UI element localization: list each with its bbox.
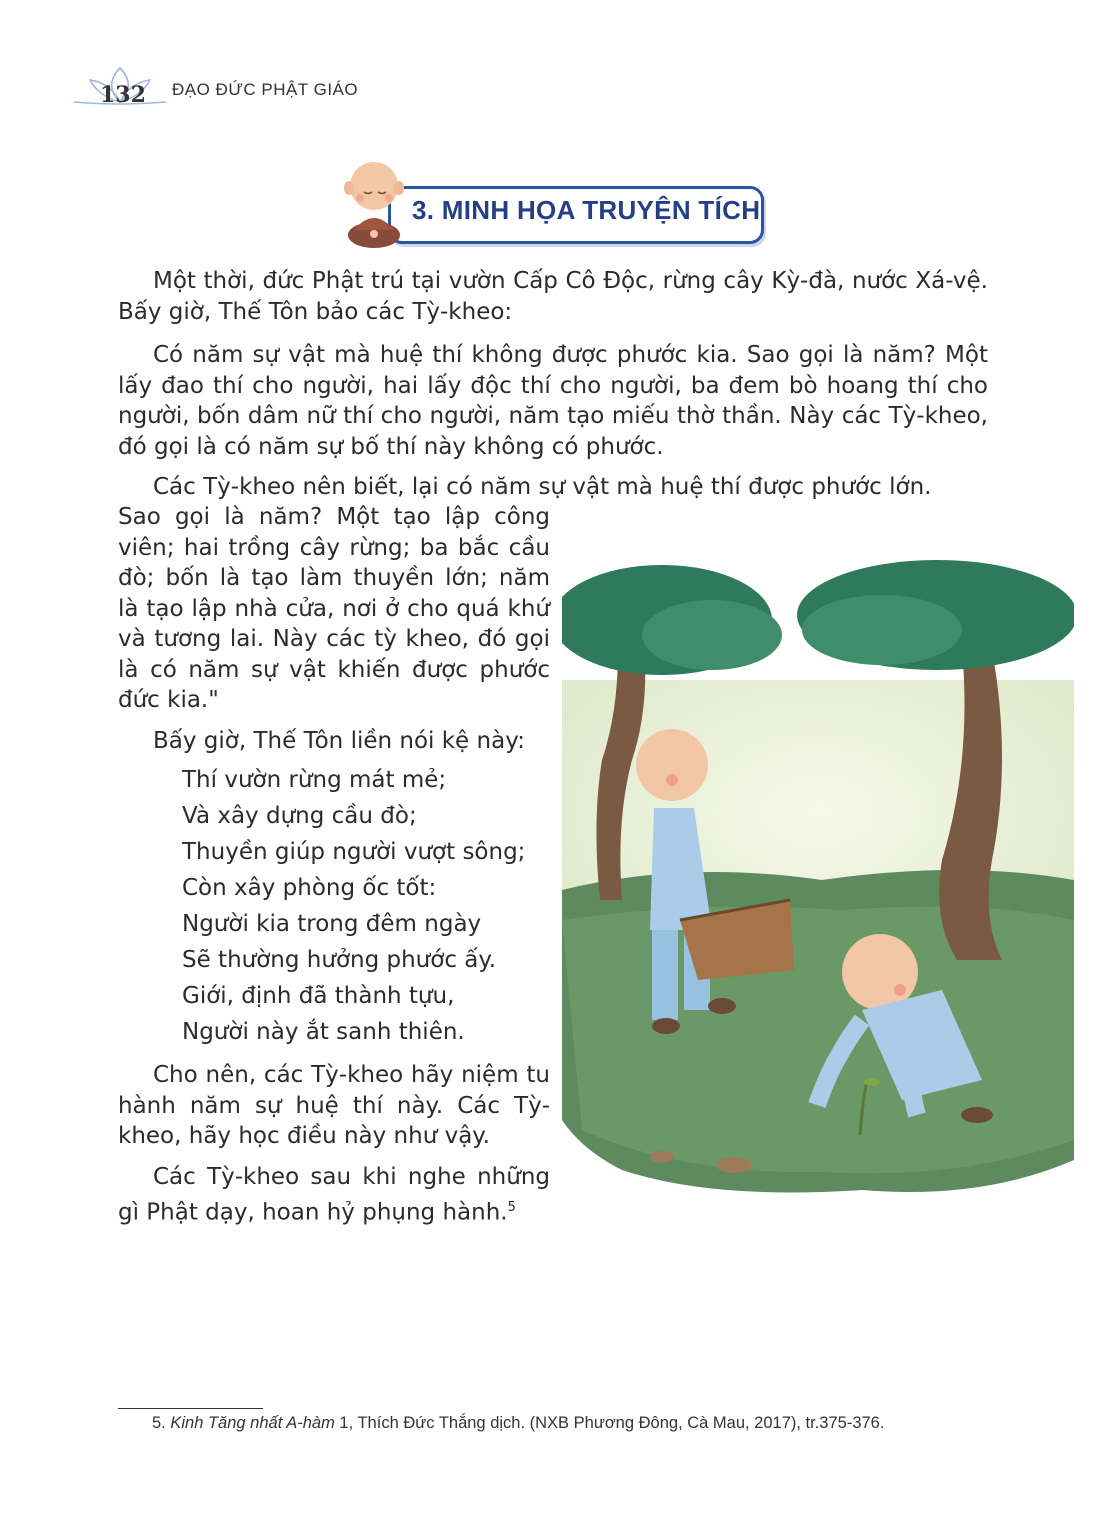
illustration-monks-planting	[562, 560, 1074, 1210]
paragraph-2: Có năm sự vật mà huệ thí không được phước kia. Sao gọi là năm? Một lấy đao thí cho người, hai lấy độc thí cho người, ba đem bò hoang thí cho người, bốn dâm nữ thí cho người, năm tạo miếu thờ thần. Này các Tỳ-kheo, đó gọi là có năm sự bố thí này không có phước.	[118, 342, 988, 460]
running-title: ĐẠO ĐỨC PHẬT GIÁO	[172, 80, 359, 99]
paragraph-1: Một thời, đức Phật trú tại vườn Cấp Cô Độc, rừng cây Kỳ-đà, nước Xá-vệ. Bấy giờ, Thế Tôn bảo các Tỳ-kheo:	[118, 268, 988, 325]
footnote	[152, 1414, 884, 1433]
verse-line: Giới, định đã thành tựu,	[182, 983, 455, 1009]
monk-mascot-icon	[336, 150, 416, 250]
verse-line: Thí vườn rừng mát mẻ;	[182, 767, 447, 793]
footnote-text: 1, Thích Đức Thắng dịch. (NXB Phương Đông, Cà Mau, 2017), tr.375-376.	[334, 1414, 885, 1432]
verse-line: Sẽ thường hưởng phước ấy.	[182, 947, 497, 973]
paragraph-3-continued: Sao gọi là năm? Một tạo lập công viên; hai trồng cây rừng; ba bắc cầu đò; bốn là tạo làm thuyền lớn; năm là tạo lập nhà cửa, nơi ở cho quá khứ và tương lai. Này các tỳ kheo, đó gọi là có năm sự vật khiến được phước đức kia."	[118, 504, 550, 713]
footnote-divider	[118, 1408, 263, 1409]
verse-line: Người kia trong đêm ngày	[182, 911, 482, 937]
paragraph-3-first-line: Các Tỳ-kheo nên biết, lại có năm sự vật mà huệ thí được phước lớn.	[153, 474, 932, 500]
paragraph-5: Cho nên, các Tỳ-kheo hãy niệm tu hành năm sự huệ thí này. Các Tỳ-kheo, hãy học điều này như vậy.	[118, 1062, 550, 1149]
paragraph-4: Bấy giờ, Thế Tôn liền nói kệ này:	[153, 728, 525, 754]
section-title: 3. MINH HỌA TRUYỆN TÍCH	[412, 195, 761, 225]
footnote-reference: 5	[507, 1199, 516, 1215]
paragraph-6	[118, 1162, 550, 1228]
footnote-number: 5.	[152, 1414, 166, 1432]
verse-block	[182, 762, 525, 1050]
paragraph-6-text: Các Tỳ-kheo sau khi nghe những gì Phật dạy, hoan hỷ phụng hành.	[118, 1164, 550, 1226]
verse-line: Thuyền giúp người vượt sông;	[182, 839, 526, 865]
verse-line: Người này ắt sanh thiên.	[182, 1019, 465, 1045]
page-number: 132	[100, 82, 146, 108]
footnote-title: Kinh Tăng nhất A-hàm	[170, 1414, 335, 1432]
verse-line: Còn xây phòng ốc tốt:	[182, 875, 437, 901]
verse-line: Và xây dựng cầu đò;	[182, 803, 417, 829]
